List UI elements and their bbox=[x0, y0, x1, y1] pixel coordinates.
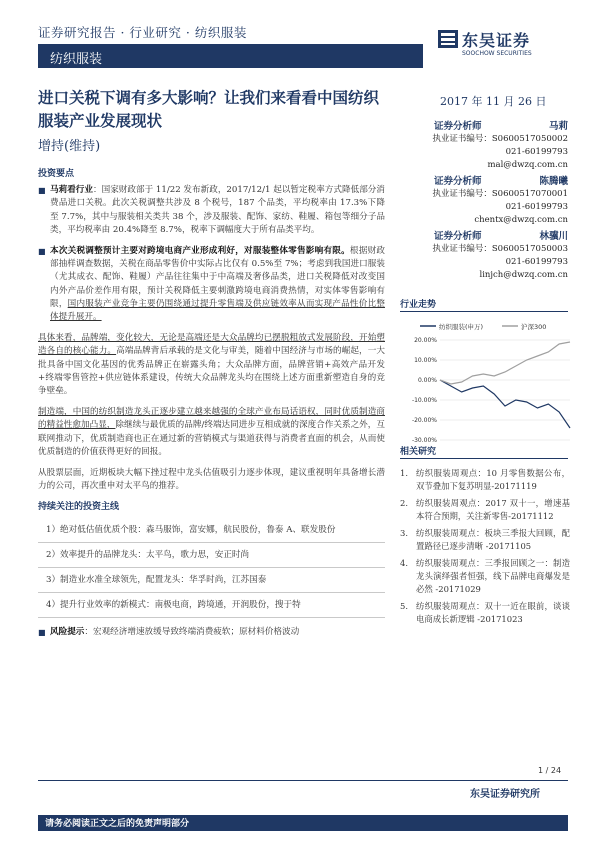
y-tick-label: 10.00% bbox=[414, 357, 437, 365]
analyst-list bbox=[388, 120, 568, 285]
series-line bbox=[440, 342, 570, 384]
report-date: 2017 年 11 月 26 日 bbox=[440, 95, 547, 108]
body-text: ：国家财政部于 11/22 发布新政，2017/12/1 起以暂定税率方式降低部分消费品进口关税。此次关税调整共涉及 8 个税号，187 个品类，平均税率由 17.3%下降至 7.7%，其中与服装相关类共 38 个，涉及服装、配饰、家纺、鞋履、箱包等细分子品类，平均税率由 20.4%降至 8.7%，税率下调幅度大于所有品类平均。 bbox=[50, 185, 385, 235]
related-num: 2. bbox=[400, 498, 408, 508]
analyst-name: 林骥川 bbox=[539, 231, 568, 242]
rating: 增持(维持) bbox=[38, 139, 101, 154]
related-num: 1. bbox=[400, 468, 408, 478]
analyst-name: 陈腾曦 bbox=[539, 176, 568, 187]
paragraph: 从股票层面，近期板块大幅下挫过程中龙头估值吸引力逐步体现，建议重视明年具备增长潜力的公司，再次重申对太平鸟的推荐。 bbox=[38, 468, 385, 492]
related-text: 纺织服装周观点：10 月零售数据公布，双节叠加下复苏明显-20171119 bbox=[416, 468, 570, 491]
related-text: 纺织服装周观点：2017 双十一，增速基本符合预期，关注新零售-20171112 bbox=[416, 498, 570, 521]
analyst-cert: 执业证书编号：S0600517050003 bbox=[432, 244, 568, 254]
y-tick-label: -20.00% bbox=[411, 417, 437, 425]
analyst-role: 证券分析师 bbox=[434, 121, 482, 132]
analyst-card bbox=[388, 120, 568, 172]
section-banner: 纺织服装 bbox=[38, 44, 423, 68]
risk-warning bbox=[38, 626, 385, 639]
lead-text: 风险提示 bbox=[50, 627, 85, 638]
breadcrumb: 证券研究报告 · 行业研究 · 纺织服装 bbox=[38, 25, 247, 40]
page-number: 1 / 24 bbox=[538, 766, 562, 775]
focus-item: 4）提升行业效率的新模式：南极电商，跨境通，开润股份，搜于特 bbox=[38, 593, 385, 618]
body-text: 根据财政部抽样调查数据，关税在商品零售价中实际占比仅有 0.5%至 7%；考虑到我国进口服装（尤其成衣、配饰、鞋履）产品往往集中于中高端及奢侈品类，进口关税降低对改变国内外产品价差作用有限，预计关税降低主要刺激跨境电商消费热情，对实体零售影响有限， bbox=[50, 246, 385, 309]
analyst-email[interactable]: linjch@dwzq.com.cn bbox=[479, 270, 568, 280]
paragraph bbox=[38, 332, 385, 398]
divider bbox=[400, 458, 568, 459]
main-content bbox=[38, 168, 385, 648]
analyst-phone: 021-60199793 bbox=[505, 257, 568, 267]
y-tick-label: -10.00% bbox=[411, 397, 437, 405]
related-num: 3. bbox=[400, 528, 408, 538]
focus-item: 2）效率提升的品牌龙头：太平鸟，歌力思，安正时尚 bbox=[38, 543, 385, 568]
key-points-heading: 投资要点 bbox=[38, 169, 75, 179]
trend-heading: 行业走势 bbox=[400, 300, 437, 310]
analyst-cert: 执业证书编号：S0600517070001 bbox=[432, 189, 568, 199]
analyst-card bbox=[388, 175, 568, 227]
divider bbox=[400, 311, 568, 312]
series-line bbox=[440, 380, 570, 428]
underlined-text: 制造端，中国的纺织制造龙头正逐步建立越来越强的全球产业布局话语权，同时优质制造商的精益性愈加凸显， bbox=[38, 407, 385, 431]
key-point bbox=[38, 245, 385, 324]
focus-heading: 持续关注的投资主线 bbox=[38, 502, 120, 513]
body-text: 除继续与最优质的品牌/终端达同进步互相成就的深度合作关系之外，互联网推动下，优质制造商也正在通过新的营销模式与渠道获得与消费者直面的机会，从而使优质制造的价值获得更好的回报。 bbox=[38, 420, 385, 457]
related-item[interactable] bbox=[400, 467, 570, 493]
related-text: 纺织服装周观点：三季报回顾之一：制造龙头演绎强者恒强，线下品牌电商爆发是必然 -20171029 bbox=[416, 558, 570, 594]
focus-item: 1）绝对低估值优质个股：森马服饰，富安娜，航民股份，鲁泰 A、联发股份 bbox=[38, 518, 385, 543]
legend-label: 纺织服装(申万) bbox=[439, 323, 484, 331]
analyst-card bbox=[388, 230, 568, 282]
related-num: 5. bbox=[400, 601, 408, 611]
analyst-email[interactable]: mal@dwzq.com.cn bbox=[487, 160, 568, 170]
key-point bbox=[38, 184, 385, 237]
related-num: 4. bbox=[400, 558, 408, 568]
analyst-cert: 执业证书编号：S0600517050002 bbox=[432, 134, 568, 144]
related-item[interactable] bbox=[400, 600, 570, 626]
related-item[interactable] bbox=[400, 557, 570, 596]
logo-mark-icon bbox=[438, 30, 458, 48]
y-tick-label: -30.00% bbox=[411, 437, 437, 445]
lead-text: 本次关税调整预计主要对跨境电商产业形成利好，对服装整体零售影响有限。 bbox=[50, 246, 350, 257]
analyst-phone: 021-60199793 bbox=[505, 147, 568, 157]
lead-text: 马莉看行业 bbox=[50, 185, 93, 196]
analyst-email[interactable]: chentx@dwzq.com.cn bbox=[474, 215, 568, 225]
focus-item: 3）制造业水准全球领先，配置龙头：华孚时尚，江苏国泰 bbox=[38, 568, 385, 593]
analyst-role: 证券分析师 bbox=[434, 231, 482, 242]
analyst-phone: 021-60199793 bbox=[505, 202, 568, 212]
related-item[interactable] bbox=[400, 527, 570, 553]
underlined-text: 具体来看，品牌端，变化较大，无论是高端还是大众品牌均已摆脱粗放式发展阶段，开始塑造各自的核心能力。 bbox=[38, 333, 385, 357]
related-list bbox=[400, 467, 570, 630]
related-text: 纺织服装周观点：双十一近在眼前，谈谈电商成长新逻辑 -20171023 bbox=[416, 601, 570, 624]
divider bbox=[38, 780, 568, 781]
trend-chart bbox=[400, 318, 575, 453]
body-text: ：宏观经济增速放缓导致终端消费疲软；原材料价格波动 bbox=[84, 627, 300, 638]
logo-name: 东吴证券 bbox=[462, 31, 531, 50]
body-text: 高端品牌背后承载的是文化与审美，随着中国经济与市场的崛起，一大批具备中国文化基因的优秀品牌正在崭露头角；大众品牌方面，品牌营销+高效产品开发+终端零售管控+供应链体系建设，传统大众品牌龙头均在围绕上述方面重新塑造自身的竞争壁垒。 bbox=[38, 346, 385, 397]
related-item[interactable] bbox=[400, 497, 570, 523]
analyst-role: 证券分析师 bbox=[434, 176, 482, 187]
disclaimer: 请务必阅读正文之后的免责声明部分 bbox=[45, 819, 190, 829]
paragraph bbox=[38, 406, 385, 459]
report-title: 进口关税下调有多大影响？让我们来看看中国纺织服装产业发展现状 bbox=[38, 88, 380, 130]
logo-english: SOOCHOW SECURITIES bbox=[462, 50, 532, 57]
legend-label: 沪深300 bbox=[521, 323, 547, 331]
analyst-name: 马莉 bbox=[548, 121, 568, 132]
related-text: 纺织服装周观点：板块三季报大回顾，配置路径已逐步清晰 -20171105 bbox=[416, 528, 570, 551]
y-tick-label: 0.00% bbox=[417, 377, 437, 385]
company-logo bbox=[438, 28, 558, 68]
organization: 东吴证券研究所 bbox=[470, 789, 540, 800]
y-tick-label: 20.00% bbox=[414, 337, 437, 345]
underlined-text: 国内服装产业竞争主要仍围绕通过提升零售端及供应链效率从而实现产品性价比整体提升展开。 bbox=[50, 298, 385, 323]
related-heading: 相关研究 bbox=[400, 447, 437, 457]
